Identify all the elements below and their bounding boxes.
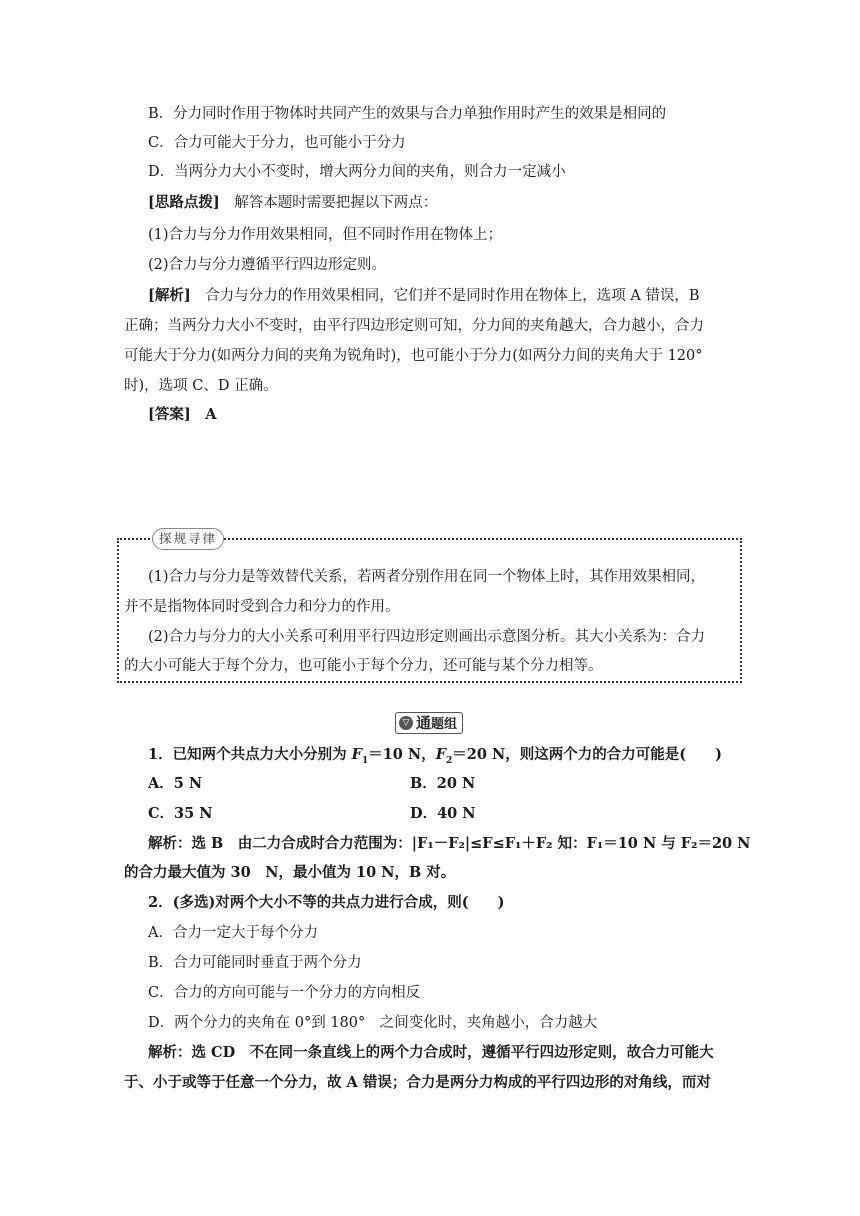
q1-f1: F [351, 746, 362, 763]
q1-stem-a: 1．已知两个共点力大小分别为 [148, 746, 352, 763]
hint-line [148, 193, 437, 213]
rule-p2-line-2: 的大小可能大于每个分力，也可能小于每个分力，还可能与某个分力相等。 [124, 658, 603, 674]
q2-solution-line-1: 解析：选 CD 不在同一条直线上的两个力合成时，遵循平行四边形定则，故合力可能大 [148, 1044, 714, 1061]
option-d: D．当两分力大小不变时，增大两分力间的夹角，则合力一定减小 [148, 164, 566, 180]
rule-p2-line-1: (2)合力与分力的大小关系可利用平行四边形定则画出示意图分析。其大小关系为：合力 [148, 629, 706, 645]
answer-label: [答案] [148, 406, 191, 423]
q1-stem [148, 745, 722, 771]
q1-solution-line-2: 的合力最大值为 30 N，最小值为 10 N，B 对。 [124, 864, 456, 881]
q1-option-b: B．20 N [410, 775, 476, 792]
analysis-line-2: 正确；当两分力大小不变时，由平行四边形定则可知，分力间的夹角越大，合力越小，合力 [124, 318, 704, 334]
hint-point-1: (1)合力与分力作用效果相同，但不同时作用在物体上； [148, 227, 503, 243]
answer-value: A [205, 406, 217, 423]
q1-sub1: 1 [361, 755, 369, 766]
analysis-text-1: 合力与分力的作用效果相同，它们并不是同时作用在物体上，选项 A 错误，B [205, 288, 700, 304]
q2-option-d: D．两个分力的夹角在 0°到 180° 之间变化时，夹角越小，合力越大 [148, 1015, 598, 1031]
q1-stem-c: ＝20 N，则这两个力的合力可能是( ) [452, 746, 722, 763]
q1-option-a: A．5 N [148, 775, 203, 792]
q1-option-c: C．35 N [148, 805, 213, 822]
analysis-label: [解析] [148, 287, 191, 304]
option-c: C．合力可能大于分力，也可能小于分力 [148, 135, 406, 151]
triangle-icon: ▽ [399, 716, 413, 730]
q2-option-b: B．合力可能同时垂直于两个分力 [148, 955, 362, 971]
q1-option-d: D．40 N [410, 805, 476, 822]
q1-solution-line-1: 解析：选 B 由二力合成时合力范围为：|F₁－F₂|≤F≤F₁＋F₂ 知：F₁＝10 N 与 F₂＝20 N [148, 835, 751, 852]
option-b: B．分力同时作用于物体时共同产生的效果与合力单独作用时产生的效果是相同的 [148, 106, 667, 122]
q1-sub2: 2 [445, 755, 453, 766]
q1-stem-b: ＝10 N， [368, 746, 436, 763]
analysis-line-4: 时)，选项 C、D 正确。 [124, 378, 278, 394]
q2-solution-line-2: 于、小于或等于任意一个分力，故 A 错误；合力是两分力构成的平行四边形的对角线，而对 [124, 1074, 711, 1091]
q2-option-a: A．合力一定大于每个分力 [148, 925, 318, 941]
hint-point-2: (2)合力与分力遵循平行四边形定则。 [148, 257, 387, 273]
group-badge-rest: 题组 [431, 717, 458, 732]
answer-line [148, 405, 217, 425]
q2-option-c: C．合力的方向可能与一个分力的方向相反 [148, 985, 421, 1001]
q1-f2: F [435, 746, 446, 763]
hint-label: [思路点拨] [148, 194, 220, 211]
rule-p1-line-1: (1)合力与分力是等效替代关系，若两者分别作用在同一个物体上时，其作用效果相同， [148, 569, 706, 585]
analysis-line-1 [148, 286, 700, 306]
rule-box-tag: 探规寻律 [152, 528, 224, 550]
hint-text: 解答本题时需要把握以下两点： [234, 195, 438, 211]
analysis-line-3: 可能大于分力(如两分力间的夹角为锐角时)，也可能小于分力(如两分力间的夹角大于 120° [124, 348, 703, 364]
q2-stem: 2．(多选)对两个大小不等的共点力进行合成，则( ) [148, 894, 505, 911]
rule-p1-line-2: 并不是指物体同时受到合力和分力的作用。 [124, 599, 400, 615]
group-badge [395, 712, 463, 734]
group-badge-tong: 通 [416, 714, 432, 732]
